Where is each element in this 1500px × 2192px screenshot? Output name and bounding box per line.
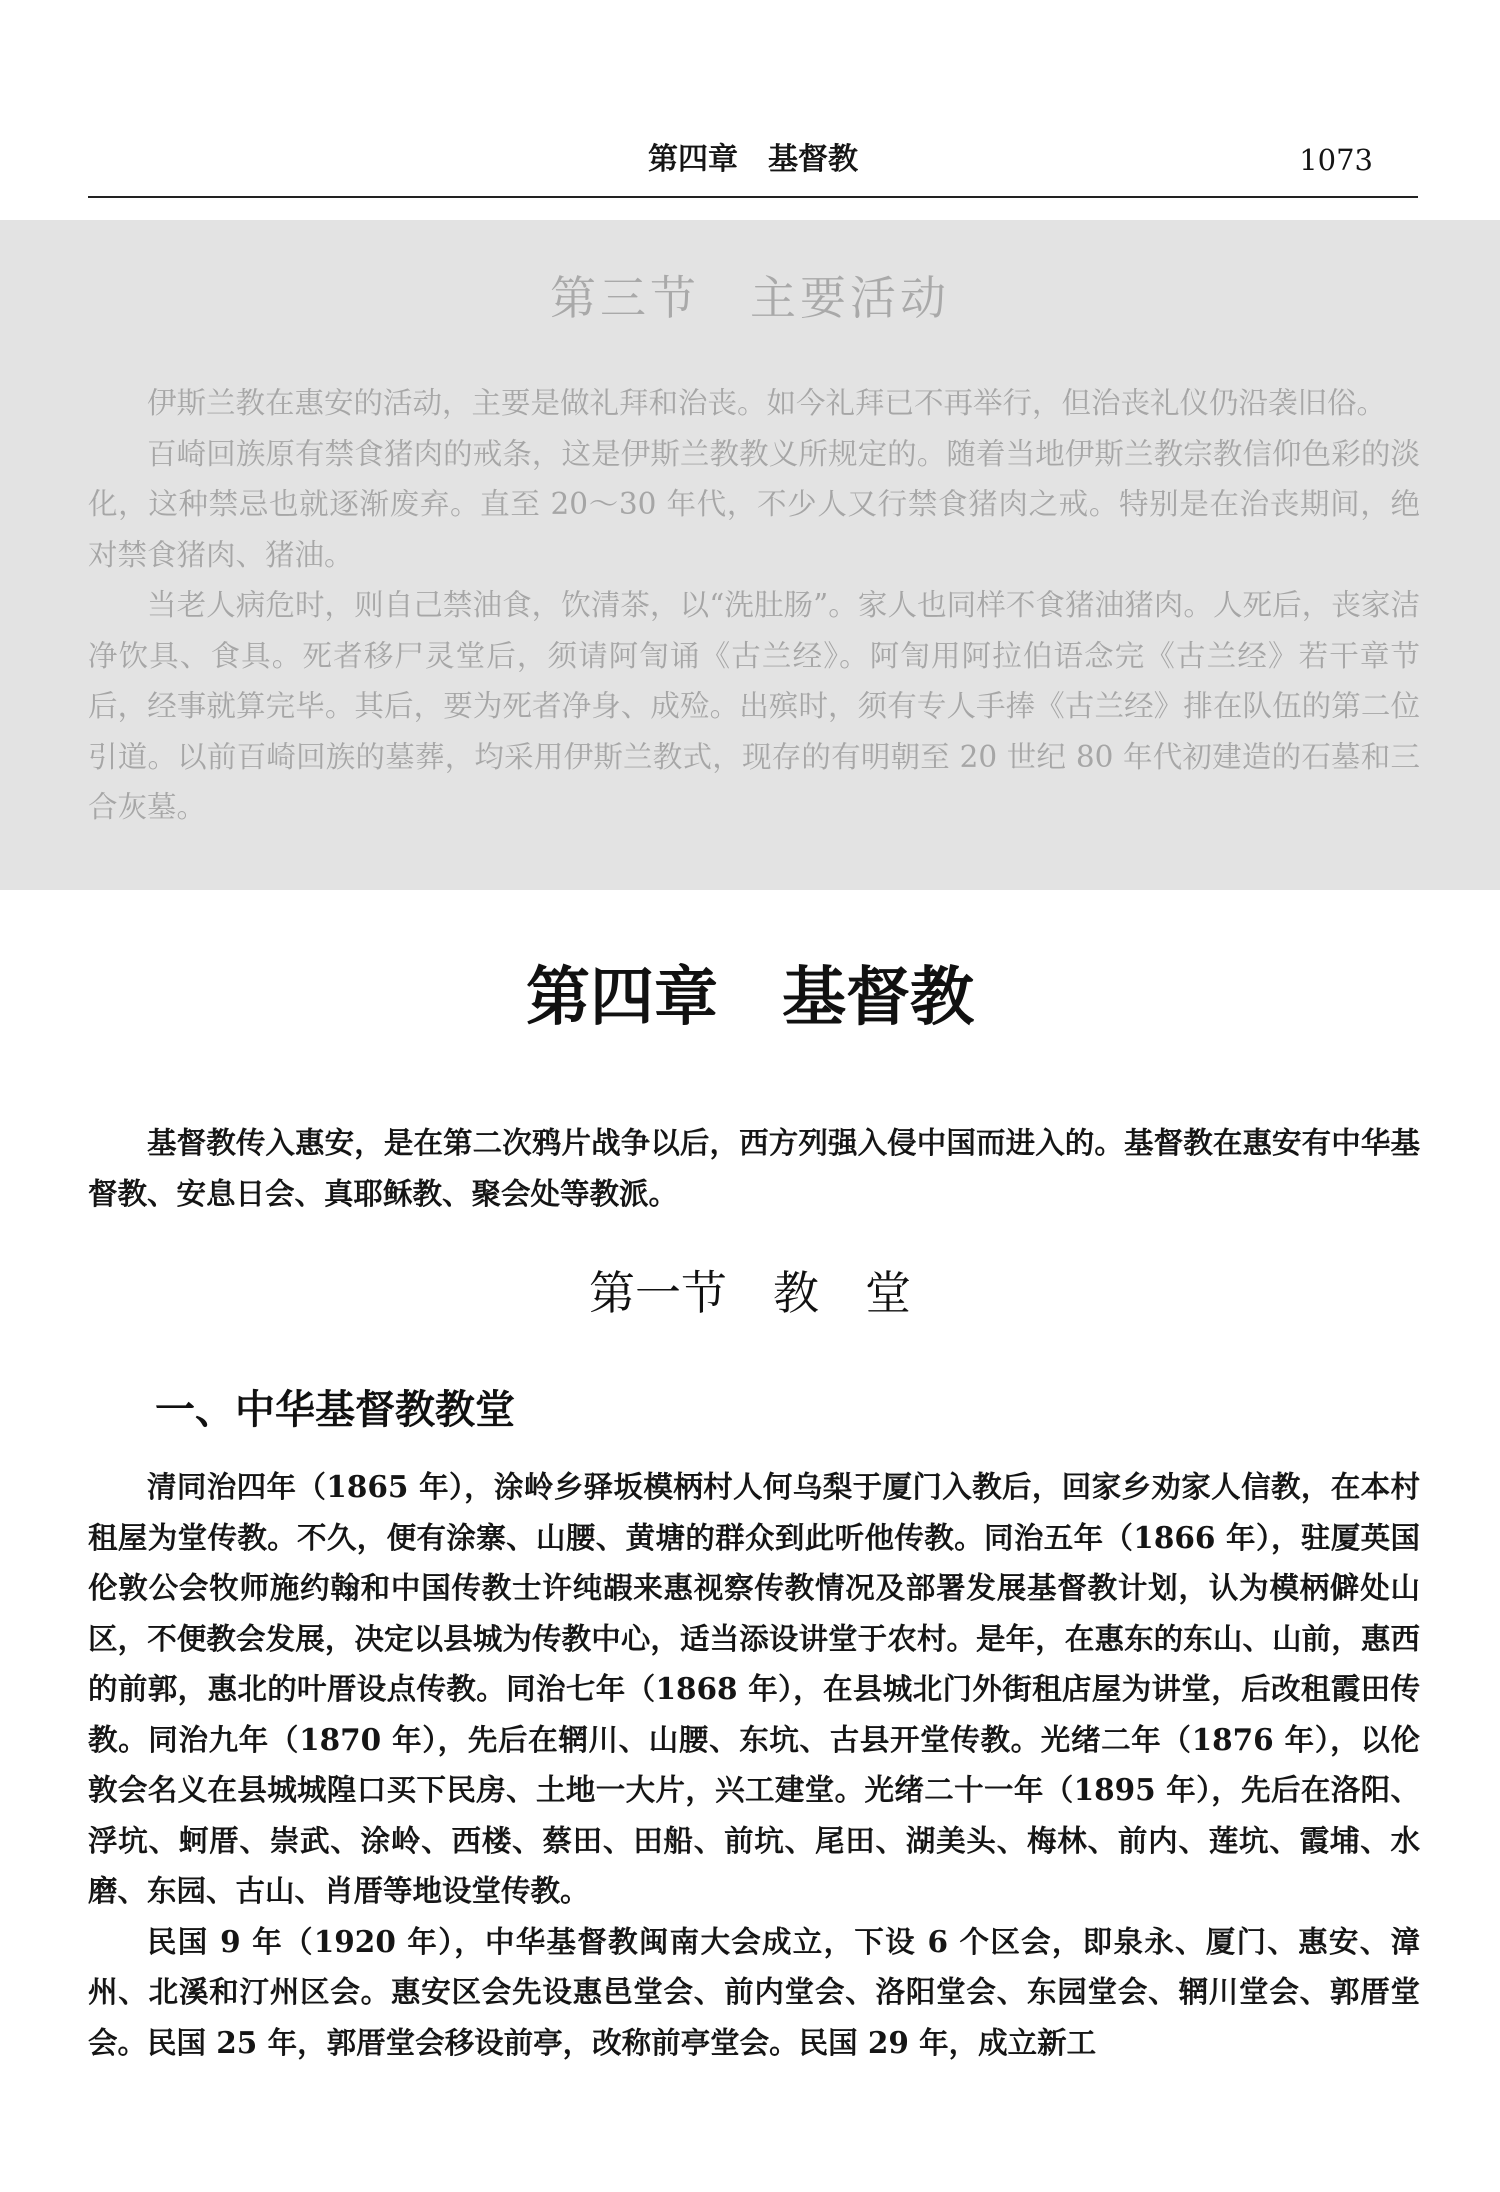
subsection-title: 一、中华基督教教堂 [155, 1386, 515, 1433]
chapter-intro [88, 1118, 1420, 1219]
intro-paragraph: 基督教传入惠安，是在第二次鸦片战争以后，西方列强入侵中国而进入的。基督教在惠安有中华基督教、安息日会、真耶稣教、聚会处等教派。 [88, 1125, 1420, 1211]
section-title: 第一节 教 堂 [589, 1266, 911, 1320]
running-title: 第四章 基督教 [648, 142, 858, 177]
previous-section-heading: 第三节 主要活动 [550, 271, 950, 325]
body-paragraph: 民国 9 年（1920 年），中华基督教闽南大会成立，下设 6 个区会，即泉永、厦门、惠安、漳州、北溪和汀州区会。惠安区会先设惠邑堂会、前内堂会、洛阳堂会、东园堂会、辋川堂会、郭厝堂会。民国 25 年，郭厝堂会移设前亭，改称前亭堂会。民国 29 年，成立新工 [88, 1923, 1420, 2060]
section-body [88, 1462, 1420, 2068]
chapter-title: 第四章 基督教 [526, 960, 974, 1035]
previous-paragraph: 伊斯兰教在惠安的活动，主要是做礼拜和治丧。如今礼拜已不再举行，但治丧礼仪仍沿袭旧俗。 [147, 386, 1387, 420]
previous-section-body [88, 378, 1420, 833]
previous-paragraph: 百崎回族原有禁食猪肉的戒条，这是伊斯兰教教义所规定的。随着当地伊斯兰教宗教信仰色彩的淡化，这种禁忌也就逐渐废弃。直至 20～30 年代，不少人又行禁食猪肉之戒。特别是在治丧期间，绝对禁食猪肉、猪油。 [88, 436, 1420, 572]
running-header [88, 140, 1418, 180]
body-paragraph: 清同治四年（1865 年），涂岭乡驿坂模柄村人何乌梨于厦门入教后，回家乡劝家人信教，在本村租屋为堂传教。不久，便有涂寨、山腰、黄塘的群众到此听他传教。同治五年（1866 年），驻厦英国伦敦公会牧师施约翰和中国传教士许纯嘏来惠视察传教情况及部署发展基督教计划，认为模柄僻处山区，不便教会发展，决定以县城为传教中心，适当添设讲堂于农村。是年，在惠东的东山、山前，惠西的前郭，惠北的叶厝设点传教。同治七年（1868 年），在县城北门外街租店屋为讲堂，后改租霞田传教。同治九年（1870 年），先后在辋川、山腰、东坑、古县开堂传教。光绪二年（1876 年），以伦敦会名义在县城城隍口买下民房、土地一大片，兴工建堂。光绪二十一年（1895 年），先后在洛阳、浮坑、蚵厝、崇武、涂岭、西楼、蔡田、田船、前坑、尾田、湖美头、梅林、前内、莲坑、霞埔、水磨、东园、古山、肖厝等地设堂传教。 [88, 1469, 1420, 1908]
previous-paragraph: 当老人病危时，则自己禁油食，饮清茶，以“洗肚肠”。家人也同样不食猪油猪肉。人死后，丧家洁净饮具、食具。死者移尸灵堂后，须请阿訇诵《古兰经》。阿訇用阿拉伯语念完《古兰经》若干章节后，经事就算完毕。其后，要为死者净身、成殓。出殡时，须有专人手捧《古兰经》排在队伍的第二位引道。以前百崎回族的墓葬，均采用伊斯兰教式，现存的有明朝至 20 世纪 80 年代初建造的石墓和三合灰墓。 [88, 588, 1420, 824]
page-number: 1073 [1299, 143, 1373, 177]
header-rule [88, 196, 1418, 198]
